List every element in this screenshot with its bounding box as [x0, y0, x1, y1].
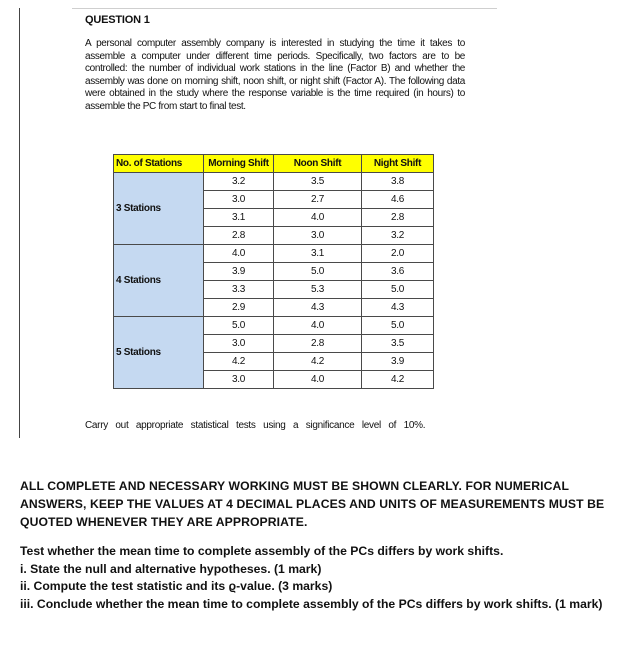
header-stations: No. of Stations	[114, 155, 204, 173]
left-margin-line	[19, 8, 20, 438]
cell: 3.1	[204, 209, 274, 227]
cell: 3.5	[362, 335, 434, 353]
cell: 3.0	[274, 227, 362, 245]
group-label-3-stations: 3 Stations	[114, 173, 204, 245]
significance-note: Carry out appropriate statistical tests using a significance level of 10%.	[85, 420, 426, 431]
cell: 3.0	[204, 371, 274, 389]
cell: 3.2	[204, 173, 274, 191]
working-instructions: ALL COMPLETE AND NECESSARY WORKING MUST BE SHOWN CLEARLY. FOR NUMERICAL ANSWERS, KEEP THE VALUES AT 4 DECIMAL PLACES AND UNITS OF MEASUREMENTS MUST BE QUOTED WHENEVER THEY ARE APPROPRIATE.	[20, 479, 605, 529]
task-block	[20, 543, 610, 613]
table-row	[114, 245, 434, 263]
task-item-3: iii. Conclude whether the mean time to complete assembly of the PCs differs by work shifts. (1 mark)	[20, 596, 603, 611]
cell: 3.2	[362, 227, 434, 245]
header-morning: Morning Shift	[204, 155, 274, 173]
top-rule	[72, 8, 497, 9]
cell: 2.7	[274, 191, 362, 209]
cell: 5.0	[204, 317, 274, 335]
cell: 4.2	[204, 353, 274, 371]
group-label-4-stations: 4 Stations	[114, 245, 204, 317]
cell: 4.3	[362, 299, 434, 317]
header-noon: Noon Shift	[274, 155, 362, 173]
cell: 4.2	[274, 353, 362, 371]
cell: 5.0	[362, 317, 434, 335]
cell: 3.6	[362, 263, 434, 281]
question-title: QUESTION 1	[85, 14, 150, 26]
cell: 3.8	[362, 173, 434, 191]
cell: 3.9	[204, 263, 274, 281]
cell: 2.8	[362, 209, 434, 227]
cell: 4.2	[362, 371, 434, 389]
cell: 3.0	[204, 335, 274, 353]
cell: 5.3	[274, 281, 362, 299]
cell: 4.6	[362, 191, 434, 209]
group-label-5-stations: 5 Stations	[114, 317, 204, 389]
cell: 5.0	[362, 281, 434, 299]
cell: 3.1	[274, 245, 362, 263]
table-header-row	[114, 155, 434, 173]
cell: 4.0	[274, 317, 362, 335]
cell: 3.3	[204, 281, 274, 299]
cell: 4.0	[204, 245, 274, 263]
table-row	[114, 317, 434, 335]
cell: 3.0	[204, 191, 274, 209]
cell: 2.8	[204, 227, 274, 245]
cell: 3.9	[362, 353, 434, 371]
cell: 4.0	[274, 209, 362, 227]
cell: 4.3	[274, 299, 362, 317]
task-item-2: ii. Compute the test statistic and its ϱ-value. (3 marks)	[20, 579, 333, 593]
task-intro: Test whether the mean time to complete assembly of the PCs differs by work shifts.	[20, 544, 504, 558]
question-intro: A personal computer assembly company is interested in studying the time it takes to assemble a computer under different time periods. Specifically, two factors are to be controlled: the number of individual work stations in the line (Factor B) and whether the assembly was done on morning shift, noon shift, or night shift (Factor A). The following data were obtained in the study where the response variable is the time required (in hours) to assemble the PC from start to final test.	[85, 38, 465, 112]
cell: 3.5	[274, 173, 362, 191]
cell: 5.0	[274, 263, 362, 281]
cell: 4.0	[274, 371, 362, 389]
data-table	[113, 154, 434, 389]
cell: 2.8	[274, 335, 362, 353]
cell: 2.9	[204, 299, 274, 317]
cell: 2.0	[362, 245, 434, 263]
header-night: Night Shift	[362, 155, 434, 173]
table-row	[114, 173, 434, 191]
task-item-1: i. State the null and alternative hypotheses. (1 mark)	[20, 561, 322, 576]
